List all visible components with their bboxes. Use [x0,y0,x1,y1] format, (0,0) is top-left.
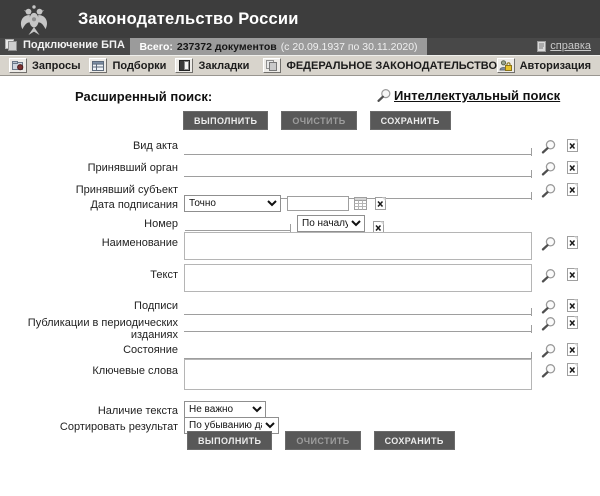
collections-icon [89,58,107,73]
signatures-input[interactable] [184,302,532,315]
advanced-search-heading: Расширенный поиск: [75,89,213,104]
help-link-label: справка [550,40,591,52]
form-row-name [0,232,600,260]
toolbar-label-queries: Запросы [32,59,81,72]
keywords-lookup-magnifier-icon[interactable] [541,363,557,378]
adopting-subject-label: Принявший субъект [75,184,178,196]
publications-input[interactable] [184,319,532,332]
toolbar-item-authorization[interactable] [497,58,591,73]
clear-button-bottom[interactable]: ОЧИСТИТЬ [285,431,360,450]
clear-button[interactable]: ОЧИСТИТЬ [281,111,356,130]
execute-button-bottom[interactable]: ВЫПОЛНИТЬ [187,431,272,450]
name-clear-icon[interactable] [567,236,578,249]
form-row-signing-date [0,195,600,212]
bpa-connection-button[interactable] [5,39,125,51]
signatures-lookup-magnifier-icon[interactable] [541,299,557,314]
bpa-connection-label: Подключение БПА [23,39,125,51]
name-label: Наименование [101,237,178,249]
name-textarea[interactable] [184,232,532,260]
total-prefix: Всего: [139,40,173,53]
sort-result-label: Сортировать результат [59,421,178,433]
text-label: Текст [150,269,178,281]
execute-button[interactable]: ВЫПОЛНИТЬ [183,111,268,130]
keywords-label: Ключевые слова [92,365,178,377]
text-textarea[interactable] [184,264,532,292]
toolbar-label-bookmarks: Закладки [198,59,250,72]
publications-clear-icon[interactable] [567,316,578,329]
toolbar-item-bookmarks[interactable] [175,58,249,73]
form-row-adopting-body [0,160,600,178]
help-page-icon [537,41,546,52]
action-buttons-top [183,111,451,130]
form-row-number [0,214,600,232]
signing-date-clear-icon[interactable] [375,197,386,210]
number-mode-select[interactable] [297,215,365,232]
calendar-icon[interactable] [354,197,367,210]
smart-search-label: Интеллектуальный поиск [394,88,561,103]
magnifier-icon [377,88,392,103]
app-header [0,0,600,38]
signing-date-input[interactable] [287,196,349,211]
help-link[interactable] [537,40,591,52]
toolbar-item-federal[interactable] [263,58,497,73]
bookmarks-icon [175,58,193,73]
signatures-label: Подписи [134,300,178,312]
keywords-clear-icon[interactable] [567,363,578,376]
field-end-tick [531,170,532,178]
total-count: 237372 документов [176,40,277,53]
number-label: Номер [144,218,178,230]
act-type-label: Вид акта [132,140,178,152]
toolbar-label-federal: ФЕДЕРАЛЬНОЕ ЗАКОНОДАТЕЛЬСТВО [286,59,498,72]
adopting-body-lookup-magnifier-icon[interactable] [541,161,557,176]
adopting-body-clear-icon[interactable] [567,161,578,174]
field-end-tick [531,325,532,333]
text-presence-label: Наличие текста [97,405,178,417]
state-clear-icon[interactable] [567,343,578,356]
state-lookup-magnifier-icon[interactable] [541,343,557,358]
federal-docs-icon [263,58,281,73]
keywords-textarea[interactable] [184,359,532,390]
save-button-bottom[interactable]: СОХРАНИТЬ [374,431,455,450]
toolbar-item-collections[interactable] [89,58,166,73]
name-lookup-magnifier-icon[interactable] [541,236,557,251]
toolbar-label-collections: Подборки [112,59,167,72]
page-title: Законодательство России [78,9,299,28]
adopting-body-input[interactable] [184,164,532,177]
act-type-input[interactable] [184,142,532,155]
documents-icon [5,39,18,51]
form-row-act-type [0,138,600,156]
state-label: Состояние [123,344,178,356]
toolbar-label-authorization: Авторизация [519,59,591,72]
toolbar [0,55,600,76]
text-presence-select[interactable] [184,401,266,418]
field-end-tick [290,224,291,232]
act-type-lookup-magnifier-icon[interactable] [541,139,557,154]
signing-date-mode-select[interactable] [184,195,281,212]
adopting-body-label: Принявший орган [87,162,178,174]
publications-lookup-magnifier-icon[interactable] [541,316,557,331]
total-date-range: (с 20.09.1937 по 30.11.2020) [280,40,418,53]
russia-coat-of-arms-icon [17,3,51,39]
form-row-keywords [0,359,600,390]
text-lookup-magnifier-icon[interactable] [541,268,557,283]
signatures-clear-icon[interactable] [567,299,578,312]
queries-icon [9,58,27,73]
documents-total-badge [130,38,427,55]
authorization-icon [497,58,515,73]
toolbar-item-queries[interactable] [9,58,80,73]
signing-date-label: Дата подписания [90,199,178,211]
form-row-state [0,342,600,360]
field-end-tick [531,148,532,156]
act-type-clear-icon[interactable] [567,139,578,152]
smart-search-link[interactable] [377,88,560,103]
state-input[interactable] [184,346,532,359]
text-clear-icon[interactable] [567,268,578,281]
form-row-text [0,264,600,292]
form-row-publications [0,315,600,341]
status-bar [0,38,600,55]
action-buttons-bottom [187,431,455,450]
form-row-signatures [0,298,600,316]
save-button[interactable]: СОХРАНИТЬ [370,111,451,130]
form-row-text-presence [0,401,600,418]
number-input[interactable] [185,218,291,231]
publications-label: Публикации в периодических изданиях [27,317,178,341]
